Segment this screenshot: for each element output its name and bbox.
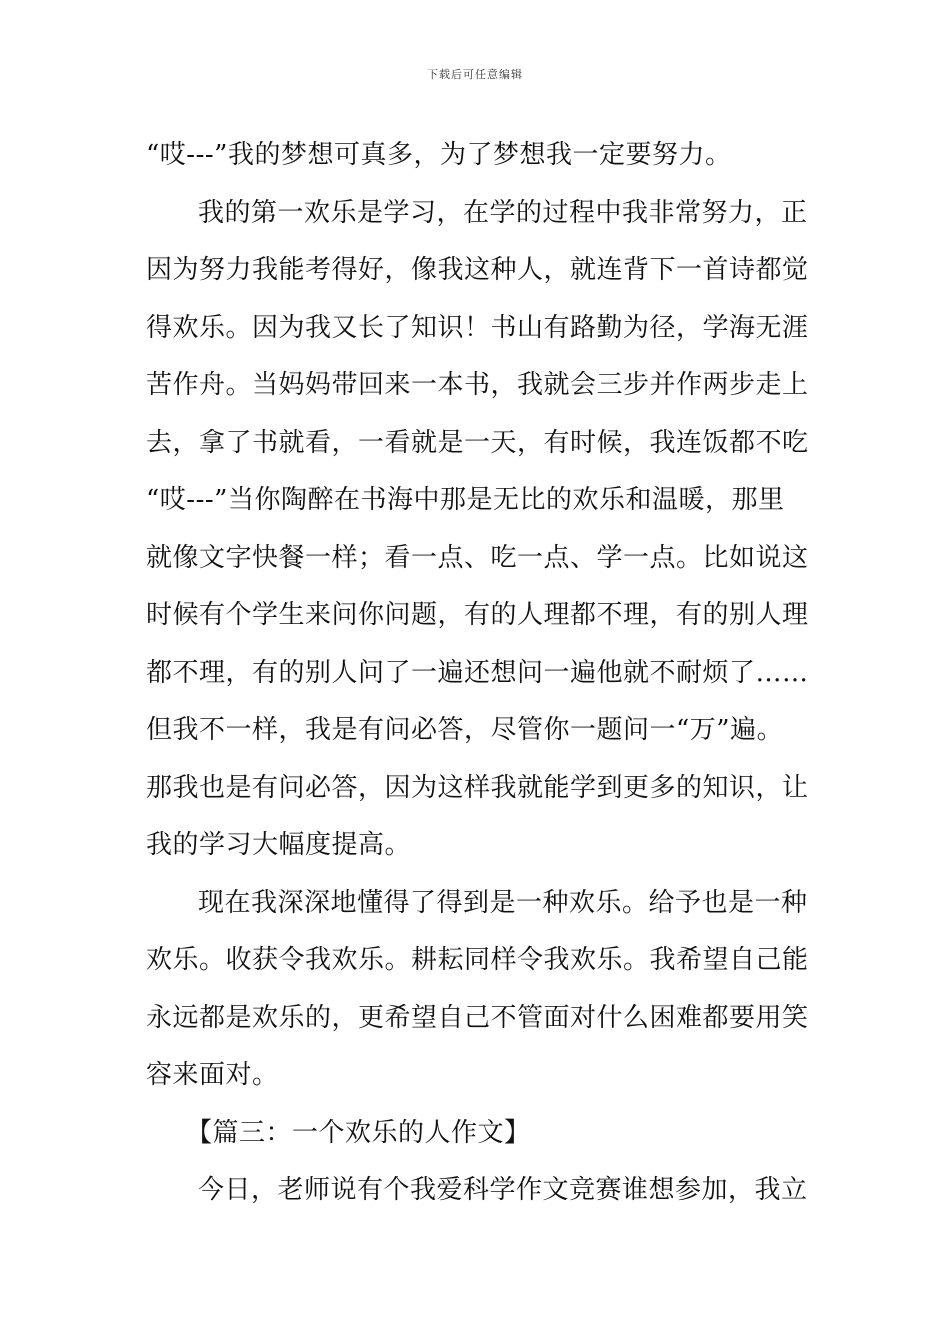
text-line: “哎---”我的梦想可真多，为了梦想我一定要努力。 (146, 140, 732, 170)
text-line: 但我不一样，我是有问必答，尽管你一题问一“万”遍。 (146, 715, 784, 745)
paragraph-start-line: 现在我深深地懂得了得到是一种欢乐。给予也是一种 (198, 887, 808, 918)
page-header: 下载后可任意编辑 (427, 68, 523, 81)
text-line: 那我也是有问必答，因为这样我就能学到更多的知识，让 (146, 772, 809, 803)
section-heading: 【篇三：一个欢乐的人作文】 (186, 1117, 531, 1148)
text-line: 就像文字快餐一样；看一点、吃一点、学一点。比如说这 (146, 542, 809, 573)
text-line: 容来面对。 (146, 1060, 279, 1090)
paragraph-start-line: 今日，老师说有个我爱科学作文竞赛谁想参加，我立 (198, 1175, 808, 1205)
text-line: 我的学习大幅度提高。 (146, 830, 412, 860)
text-line: 时候有个学生来问你问题，有的人理都不理，有的别人理 (146, 600, 809, 630)
paragraph-start-line: 我的第一欢乐是学习，在学的过程中我非常努力，正 (198, 197, 808, 228)
document-body (146, 127, 808, 1220)
text-line: 苦作舟。当妈妈带回来一本书，我就会三步并作两步走上 (146, 370, 809, 400)
text-line: 去，拿了书就看，一看就是一天，有时候，我连饭都不吃 (146, 427, 809, 458)
text-line: 因为努力我能考得好，像我这种人，就连背下一首诗都觉 (146, 255, 809, 285)
text-line: “哎---”当你陶醉在书海中那是无比的欢乐和温暖，那里 (146, 485, 785, 515)
text-line: 欢乐。收获令我欢乐。耕耘同样令我欢乐。我希望自己能 (146, 945, 809, 975)
text-line: 都不理，有的别人问了一遍还想问一遍他就不耐烦了…… (146, 657, 809, 688)
text-line: 永远都是欢乐的，更希望自己不管面对什么困难都要用笑 (146, 1002, 809, 1033)
text-line: 得欢乐。因为我又长了知识！书山有路勤为径，学海无涯 (146, 312, 809, 343)
